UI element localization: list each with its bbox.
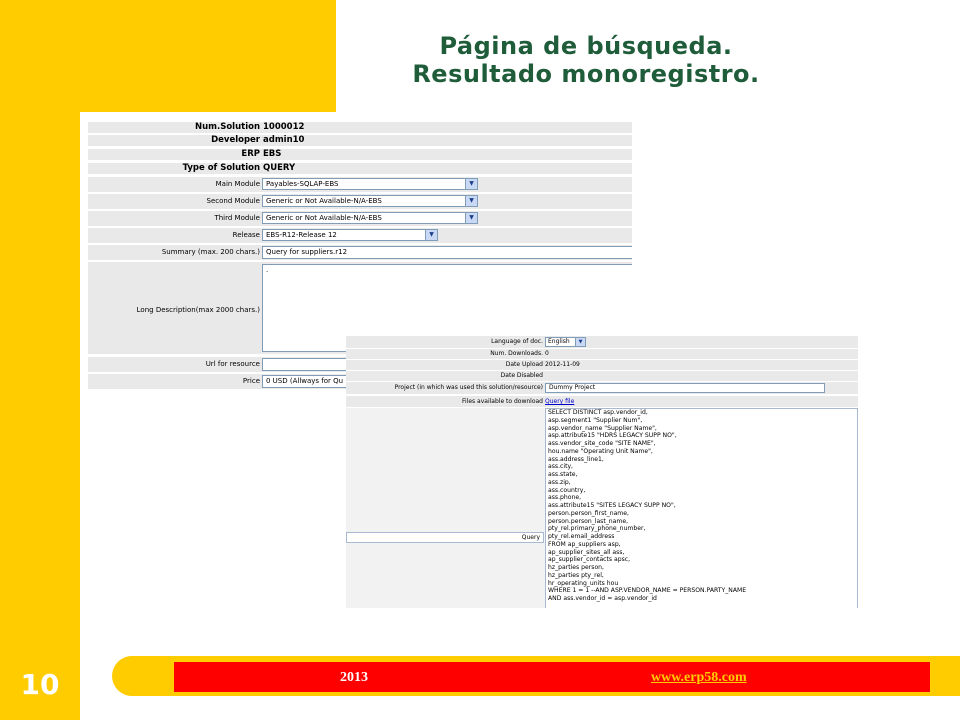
page-number: 10 (20, 668, 60, 701)
main-module-label: Main Module (215, 180, 260, 188)
form-row-developer (88, 135, 632, 146)
form-row-third-module (88, 211, 632, 226)
form-row-date-disabled (346, 371, 858, 381)
chevron-down-icon[interactable]: ▼ (465, 213, 477, 223)
language-select[interactable] (545, 337, 586, 347)
main-module-value: Payables-SQLAP-EBS (266, 180, 339, 188)
query-line: ass.zip, (548, 478, 571, 486)
second-module-label: Second Module (206, 197, 260, 205)
query-textarea[interactable] (545, 408, 858, 608)
form-row-downloads (346, 349, 858, 359)
query-line: ap_supplier_sites_all ass, (548, 548, 625, 556)
form-row-files (346, 396, 858, 407)
second-module-value: Generic or Not Available-N/A-EBS (266, 197, 382, 205)
query-line: pty_rel.email_address (548, 533, 615, 540)
form-row-type (88, 163, 632, 174)
summary-label: Summary (max. 200 chars.) (161, 248, 260, 256)
release-select[interactable] (262, 229, 438, 241)
url-label: Url for resource (205, 360, 260, 368)
project-label: Project (in which was used this solution/resource) (394, 384, 543, 391)
query-line: FROM ap_suppliers asp, (548, 540, 621, 548)
chevron-down-icon[interactable]: ▼ (465, 179, 477, 189)
form-row-erp (88, 149, 632, 160)
release-label: Release (232, 231, 260, 239)
downloads-label: Num. Downloads. (490, 350, 543, 357)
query-line: hou.name "Operating Unit Name", (548, 447, 653, 455)
query-line: ass.attribute15 "SITES LEGACY SUPP NO", (548, 502, 676, 509)
form-row-release (88, 228, 632, 243)
summary-value: Query for suppliers.r12 (266, 248, 348, 256)
form-row-num-solution (88, 122, 632, 133)
second-module-select[interactable] (262, 195, 478, 207)
query-line: ass.vendor_site_code "SITE NAME", (548, 440, 656, 447)
top-accent-block (80, 0, 336, 112)
query-line: ass.city, (548, 463, 573, 471)
footer-website-link[interactable]: www.erp58.com (651, 670, 747, 685)
query-line: asp.segment1 "Supplier Num", (548, 416, 643, 424)
left-accent-bar (0, 0, 80, 720)
slide-title (336, 32, 836, 88)
form-row-project (346, 382, 858, 394)
form-row-second-module (88, 194, 632, 209)
query-line: WHERE 1 = 1 --AND ASP.VENDOR_NAME = PERSON.PARTY_NAME (548, 587, 747, 595)
slide-title-line-1: Página de búsqueda. (439, 32, 733, 60)
query-line: ass.country, (548, 486, 586, 494)
erp-label: ERP (241, 149, 260, 159)
main-module-select[interactable] (262, 178, 478, 190)
query-line: asp.vendor_name "Supplier Name", (548, 424, 657, 432)
query-line: person.person_first_name, (548, 509, 629, 517)
release-value: EBS-R12-Release 12 (266, 231, 337, 239)
slide-title-line-2: Resultado monoregistro. (412, 60, 760, 88)
form-row-date-upload (346, 360, 858, 370)
query-line: hr_operating_units hou (548, 579, 619, 587)
query-line: person.person_last_name, (548, 517, 629, 525)
price-label: Price (242, 377, 260, 385)
query-line: ap_supplier_contacts apsc, (548, 556, 631, 564)
third-module-label: Third Module (214, 214, 260, 222)
document-details-screenshot (346, 336, 858, 608)
query-line: pty_rel.primary_phone_number, (548, 525, 646, 533)
language-value: English (548, 338, 570, 345)
developer-value: admin10 (263, 135, 305, 145)
query-line: SELECT DISTINCT asp.vendor_id, (548, 409, 648, 416)
third-module-select[interactable] (262, 212, 478, 224)
form-row-main-module (88, 177, 632, 192)
price-value: 0 USD (Allways for Qu (266, 377, 344, 385)
num-solution-value: 1000012 (263, 122, 305, 132)
type-of-solution-label: Type of Solution (182, 163, 260, 173)
developer-label: Developer (211, 135, 260, 145)
query-line: ass.state, (548, 471, 578, 478)
project-value: Dummy Project (549, 384, 596, 391)
long-description-label: Long Description(max 2000 chars.) (136, 306, 260, 314)
date-upload-label: Date Upload (505, 361, 543, 368)
query-label: Query (521, 534, 540, 541)
form-row-language (346, 336, 858, 348)
language-label: Language of doc. (491, 338, 543, 345)
footer-red-band (174, 662, 930, 692)
footer-year: 2013 (340, 670, 368, 685)
query-line: AND ass.vendor_id = asp.vendor_id (548, 595, 657, 602)
query-file-link[interactable]: Query file (545, 398, 575, 405)
chevron-down-icon[interactable]: ▼ (575, 338, 585, 346)
project-input[interactable] (545, 383, 825, 393)
downloads-value: 0 (545, 350, 549, 357)
chevron-down-icon[interactable]: ▼ (465, 196, 477, 206)
query-line: ass.phone, (548, 494, 582, 502)
query-line: ass.address_line1, (548, 455, 604, 463)
form-row-summary (88, 245, 632, 260)
query-line: asp.attribute15 "HDRS LEGACY SUPP NO", (548, 432, 677, 440)
num-solution-label: Num.Solution (194, 122, 260, 132)
long-description-value: . (266, 266, 269, 274)
query-line: hz_parties pty_rel, (548, 571, 604, 579)
date-upload-value: 2012-11-09 (545, 361, 580, 368)
date-disabled-label: Date Disabled (500, 372, 543, 379)
files-label: Files available to download (461, 398, 543, 405)
query-line: hz_parties person, (548, 564, 604, 571)
query-label-box (346, 532, 544, 543)
type-of-solution-value: QUERY (263, 163, 296, 173)
third-module-value: Generic or Not Available-N/A-EBS (266, 214, 382, 222)
chevron-down-icon[interactable]: ▼ (425, 230, 437, 240)
summary-input[interactable] (262, 246, 632, 259)
erp-value: EBS (263, 149, 282, 159)
